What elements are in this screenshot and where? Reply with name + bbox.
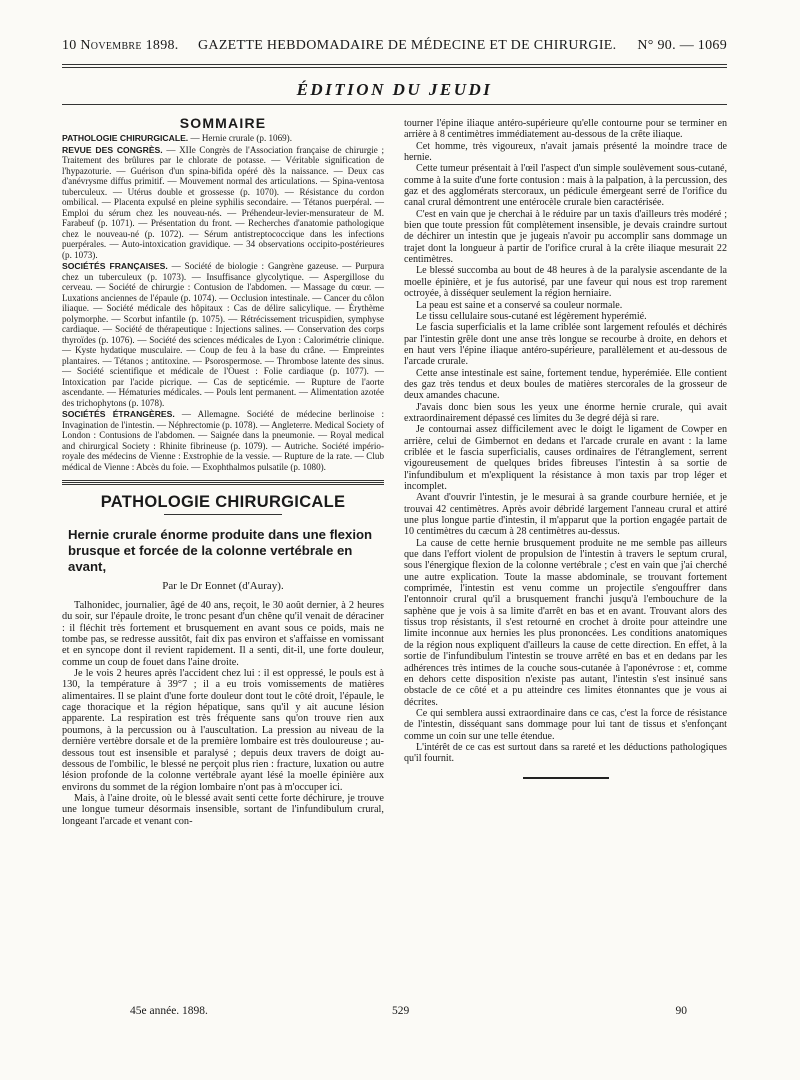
edition-rule: [62, 104, 727, 105]
sommaire-entry-head: REVUE DES CONGRÈS.: [62, 144, 163, 155]
article-title: Hernie crurale énorme produite dans une flexion brusque et forcée de la colonne vertébrale en avant,: [68, 526, 373, 574]
article-paragraph: Le fascia superficialis et la lame criblée sont largement refoulés et déchirés par l'intestin grêle dont une anse très longue se recourbe à droite, en dehors et en haut vers l'épine iliaque antéro-supérieure, parallèlement et au-dessous de l'arcade crurale.: [404, 322, 727, 368]
sommaire-entry: [62, 133, 384, 144]
article-paragraph: Ce qui semblera aussi extraordinaire dans ce cas, c'est la force de résistance de l'intestin, disséquant sans dommage pour lui tant de tissus et s'enfonçant comme un coin sur une telle étendue.: [404, 707, 727, 742]
sommaire-entry-head: SOCIÉTÉS FRANÇAISES.: [62, 261, 168, 272]
header-date: 10 Novembre 1898.: [62, 38, 179, 53]
header-journal-title: GAZETTE HEBDOMADAIRE DE MÉDECINE ET DE CHIRURGIE.: [198, 38, 617, 53]
section-divider-double: [62, 482, 384, 485]
section-title: PATHOLOGIE CHIRURGICALE: [100, 493, 346, 512]
article-paragraph: Je contournai assez difficilement avec le doigt le ligament de Cowper en arrière, celui de Gimbernot en dedans et l'arcade crurale en avant : la lame criblée et le fascia superficialis, causes ordinaires de l'étranglement, serrent vigoureusement de quelques brides fibreuses l'intestin à sa sortie de l'infundibulum et m'expliquent la résistance à mon taxis par trop léger et incomplet.: [404, 424, 727, 492]
footer-sheet-number: 90: [675, 1005, 687, 1017]
sommaire-entry-text: — Société de biologie : Gangrène gazeuse. — Purpura chez un tuberculeux (p. 1073). — Insuffisance glycolytique. — Aspergillose du cerveau. — Société de chirurgie : Contusion de l'abdomen. — Massage du cœur. — Luxations anciennes de l'épaule (p. 1074). — Occlusion intestinale. — Cancer du côlon iliaque. — Société médicale des hôpitaux : Cas de délire salicylique. — Érythème polymorphe. — Scorbut infantile (p. 1075). — Rétrécissement tricuspidien, symphyse cardiaque. — Société de thérapeutique : Injections salines. — Conservation des corps thyroïdes (p. 1076). — Société des sciences médicales de Lyon : Calorimétrie clinique. — Kyste hydatique musculaire. — Coup de feu à la base du crâne. — Empreintes plantaires. — Tétanos ; antitoxine. — Psorospermose. — Thrombose latente des sinus. — Société scientifique et médicale de l'Ouest : Folie cardiaque (p. 1077). — Intoxication par l'acide picrique. — Cas de septicémie. — Rupture de l'aorte ascendante. — Hématuries médicales. — Pouls lent permanent. — Alimentation azotée des trichophytons (p. 1078).: [62, 261, 384, 408]
section-title-rule: [164, 514, 282, 515]
article-paragraph: Le tissu cellulaire sous-cutané est légèrement hyperémié.: [416, 310, 647, 322]
article-byline: Par le Dr Eonnet (d'Auray).: [162, 579, 284, 592]
sommaire-entry: [62, 409, 384, 472]
article-paragraph: Cette tumeur présentait à l'œil l'aspect d'un simple soulèvement sous-cutané, comme à la suite d'une forte contusion : mais à la palpation, à la percussion, des gaz et des agglomérats stercoraux, un pédicule émergeant serré de l'orifice du canal crural démontrent une entérocèle crurale bien caractérisée.: [404, 163, 727, 209]
article-paragraph: La peau est saine et a conservé sa couleur normale.: [416, 299, 623, 311]
article-body-left: [62, 600, 384, 827]
header-issue-number: N° 90. — 1069: [637, 38, 727, 53]
article-paragraph: J'avais donc bien sous les yeux une énorme hernie crurale, qui avait extraordinairement dépassé ces limites du 3e degré déjà si rare.: [404, 401, 727, 424]
footer-page-number: 529: [392, 1005, 410, 1017]
page-footer: [62, 1005, 727, 1021]
header-rule-thin: [62, 67, 727, 68]
article-paragraph: C'est en vain que je cherchai à le réduire par un taxis d'ailleurs très modéré ; bien que toute pression fût complètement insensible, je devais craindre surtout de déchirer un intestin que je jugeais n'avoir pu accomplir sans dommage un trajet dont la longueur à partir de l'orifice crural à la crête iliaque mesurait 22 centimètres.: [404, 208, 727, 266]
left-column: [62, 115, 385, 827]
article-paragraph: Mais, à l'aine droite, où le blessé avait senti cette forte déchirure, je trouve une longue tumeur désormais insensible, sortant de l'infundibulum crural, longeant l'arcade et venant con-: [62, 792, 384, 827]
article-paragraph: La cause de cette hernie brusquement produite ne me semble pas ailleurs que dans l'effort violent de propulsion de l'intestin à travers le septum crural, sous l'énergique flexion de la colonne vertébrale ; c'est en vain que j'ai cherché une autre explication. Toute la masse abdominale, se trouvant fortement comprimée, l'intestin est venu comme un projectile s'engouffrer dans l'entonnoir crural qu'il a brusquement franchi jusqu'à l'embouchure de la saphène que je vois à sa limite d'arrêt en bas et en avant. Trouvant alors des tissus trop résistants, il s'est retourné en crochet à droite pour atteindre une limite inconnue aux hernies les plus prononcées. Les conditions anatomiques de la région nous expliquent d'ailleurs la cause de cette direction. En effet, à la sortie de l'infundibulum l'intestin se trouve arrêté en bas et en dedans par les adhérences très intimes de la couche sous-cutanée à l'aponévrose : et, comme en dehors cette disposition n'existe pas autant, l'intestin s'est insinué sans obstacle de ce côté et a pu atteindre ces limites étonnantes que je vous ai décrites.: [404, 537, 727, 708]
sommaire-entry-head: SOCIÉTÉS ÉTRANGÈRES.: [62, 409, 175, 420]
running-header: [62, 38, 727, 58]
sommaire-entry: [62, 261, 384, 408]
sommaire-entry-head: PATHOLOGIE CHIRURGICALE.: [62, 133, 189, 144]
end-ornament: [523, 776, 609, 780]
edition-banner: ÉDITION DU JEUDI: [296, 80, 493, 99]
sommaire-entry-text: — Allemagne. Société de médecine berlinoise : Invagination de l'intestin. — Néphrectomie (p. 1078). — Angleterre. Medical Society of London : Contusions de l'abdomen. — Saignée dans la pneumonie. — Royal medical and chirurgical Society : Rhinite fibrineuse (p. 1079). — Autriche. Société império-royale des médecins de Vienne : Exstrophie de la vessie. — Rupture de la rate. — Club médical de Vienne : Abcès du foie. — Exophthalmos pulsatile (p. 1080).: [62, 409, 385, 472]
article-paragraph: Talhonidec, journalier, âgé de 40 ans, reçoit, le 30 août dernier, à 2 heures du soir, sur l'épaule droite, le tronc pesant d'un chêne qu'il venait de déraciner : il fléchit très fortement et brusquement en avant sous ce poids, mais ne tombe pas, se redresse aussitôt, fait dix pas environ et s'affaisse en vomissant et en syncope dont il revient rapidement. Il a senti, dit-il, une forte douleur, comme un coup de fouet dans l'aine droite.: [62, 600, 384, 668]
article-paragraph: L'intérêt de ce cas est surtout dans sa rareté et les déductions pathologiques qu'il fournit.: [404, 741, 727, 765]
header-rule: [62, 64, 727, 65]
article-paragraph: Avant d'ouvrir l'intestin, je le mesurai à sa grande courbure herniée, et je trouvai 42 centimètres. Après avoir débridé largement l'anneau crural et attiré une plus longue partie d'intestin, il m'apparut que la portion engagée partait de 10 centimètres du cæcum à 28 centimètres au-dessus.: [404, 492, 727, 538]
sommaire-list: [62, 133, 384, 472]
article-paragraph: Cette anse intestinale est saine, fortement tendue, hyperémiée. Elle contient des gaz très tendus et deux boules de matières stercorales de la grosseur de deux amandes chacune.: [404, 367, 727, 402]
sommaire-entry-text: — Hernie crurale (p. 1069).: [188, 133, 292, 144]
section-divider: [62, 480, 384, 481]
article-paragraph: tourner l'épine iliaque antéro-supérieure qu'elle contourne pour se terminer en arrière à 8 centimètres immédiatement au-dessous de la crête iliaque.: [404, 118, 727, 141]
article-paragraph: Je le vois 2 heures après l'accident chez lui : il est oppressé, le pouls est à 130, la température à 39°7 ; il a eu trois vomissements de matières alimentaires. Il se plaint d'une forte douleur dont tout le côté droit, l'épaule, le cage thoracique et la région hépatique, sans qu'il y ait aucune lésion apparente. La respiration est très fréquente sans qu'on trouve rien aux poumons, à la percussion ou à l'auscultation. La pression au niveau de la dernière vertèbre dorsale et de la première lombaire est très douloureuse ; au-dessous tout est insensible et paralysé ; depuis deux travers de doigt au-dessous de l'ombilic, le blessé ne perçoit plus rien : fracture, luxation ou autre lésion profonde de la colonne vertébrale ayant lésé la moelle épinière aux environs du sommet de la région lombaire n'ont pas à m'occuper ici.: [62, 668, 384, 793]
footer-year: 45e année. 1898.: [130, 1005, 208, 1017]
article-paragraph: Le blessé succomba au bout de 48 heures à de la paralysie ascendante de la moelle épinière, et je fus autorisé, par une faveur qui nous est trop rarement octroyée, à disséquer seulement la région herniaire.: [404, 265, 727, 300]
right-column: [404, 118, 727, 780]
sommaire-title: SOMMAIRE: [179, 115, 267, 131]
article-paragraph: Cet homme, très vigoureux, n'avait jamais présenté la moindre trace de hernie.: [404, 140, 727, 164]
sommaire-entry: [62, 145, 384, 261]
sommaire-entry-text: — XIIe Congrès de l'Association française de chirurgie ; Traitement des brûlures par le chlorate de potasse. — Véritable signification de l'hypazoturie. — Guérison d'un spina-bifida opéré dès la naissance. — Deux cas d'anévrysme diffus primitif. — Mouvement normal des articulations. — Spina-ventosa tuberculeux. — Utérus double et grossesse (p. 1070). — Résistance du cordon ombilical. — Placenta expulsé en pleine syphilis secondaire. — Tétanos puerpéral. — Emploi du sérum chez les nouveau-nés. — Préhendeur-levier-mensurateur de M. Farabeuf (p. 1071). — Présentation du front. — Recherches d'anatomie pathologique chez le nouveau-né (p. 1072). — Sérum antistreptococcique dans les infections puerpérales. — Auto-intoxication gravidique. — 34 observations occipito-postérieures (p. 1073).: [62, 144, 384, 260]
